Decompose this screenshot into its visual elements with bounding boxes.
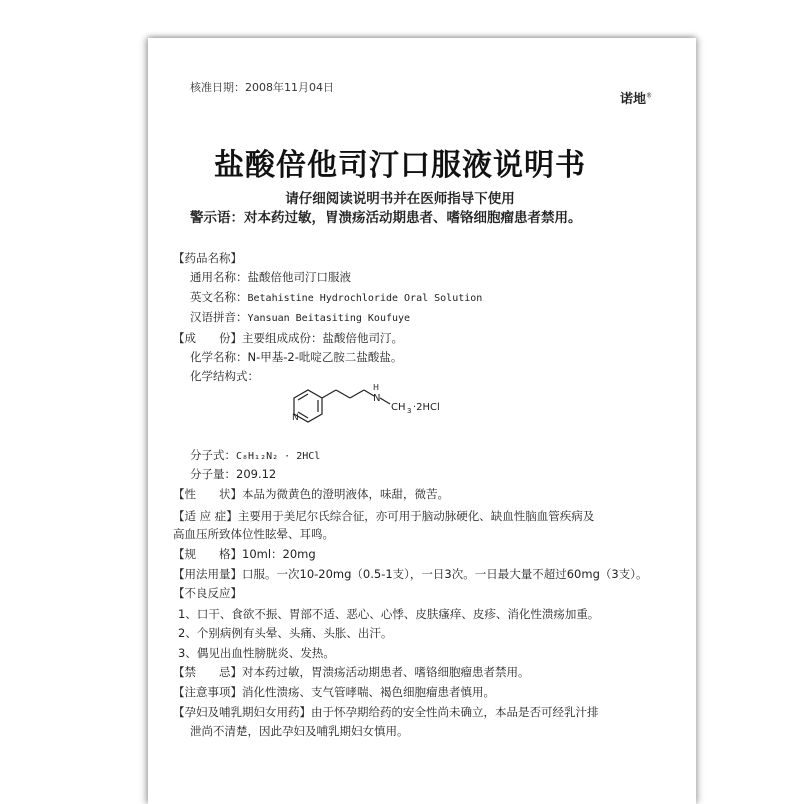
salt-label: ·2HCl [413,402,440,413]
structure-label: 化学结构式： [190,369,259,383]
character: 【性 状】本品为微黄色的澄明液体，味甜，微苦。 [173,487,449,501]
precautions: 【注意事项】消化性溃疡、支气管哮喘、褐色细胞瘤患者慎用。 [173,685,495,699]
contraindication: 【禁 忌】对本药过敏，胃溃疡活动期患者、嗜铬细胞瘤患者禁用。 [173,665,530,679]
indication: 【适 应 症】主要用于美尼尔氏综合征，亦可用于脑动脉硬化、缺血性脑血管疾病及 [173,509,595,523]
warning-text: 警示语：对本药过敏，胃溃疡活动期患者、嗜铬细胞瘤患者禁用。 [190,210,582,226]
brand-logo: 诺地® [620,92,653,107]
specification: 【规 格】10ml：20mg [173,547,316,561]
adverse-heading: 【不良反应】 [173,586,242,600]
ring-nitrogen: N [292,413,299,423]
methyl-subscript: 3 [407,407,412,415]
amine-n: N [373,393,381,404]
adverse-item: 2、个别病例有头晕、头痛、头胀、出汗。 [178,626,393,640]
subtitle: 请仔细阅读说明书并在医师指导下使用 [285,191,515,207]
composition: 【成 份】主要组成成份：盐酸倍他司汀。 [173,331,403,345]
drug-name-heading: 【药品名称】 [173,251,242,265]
molecular-formula: 分子式：C₈H₁₂N₂ · 2HCl [190,448,321,462]
pinyin-name: 汉语拼音：Yansuan Beitasiting Koufuye [190,310,411,324]
adverse-item: 1、口干、食欲不振、胃部不适、恶心、心悸、皮肤瘙痒、皮疹、消化性溃疡加重。 [178,607,600,621]
molecular-weight: 分子量：209.12 [190,467,277,481]
generic-name: 通用名称：盐酸倍他司汀口服液 [190,270,351,284]
chemical-structure [270,368,470,438]
methyl-group: CH [391,402,406,413]
chemical-name: 化学名称：N-甲基-2-吡啶乙胺二盐酸盐。 [190,350,403,364]
approval-date: 核准日期：2008年11月04日 [190,81,334,94]
indication-cont: 高血压所致体位性眩晕、耳鸣。 [173,527,334,541]
adverse-item: 3、偶见出血性膀胱炎、发热。 [178,646,335,660]
pregnancy-use: 【孕妇及哺乳期妇女用药】由于怀孕期给药的安全性尚未确立，本品是否可经乳汁排 [173,705,599,719]
dosage: 【用法用量】口服。一次10-20mg（0.5-1支），一日3次。一日最大量不超过60mg（3支）。 [173,567,648,581]
document-title: 盐酸倍他司汀口服液说明书 [214,148,586,183]
amine-h: H [373,383,380,392]
pregnancy-use-cont: 泄尚不清楚，因此孕妇及哺乳期妇女慎用。 [190,724,409,738]
english-name: 英文名称：Betahistine Hydrochloride Oral Solution [190,290,483,304]
